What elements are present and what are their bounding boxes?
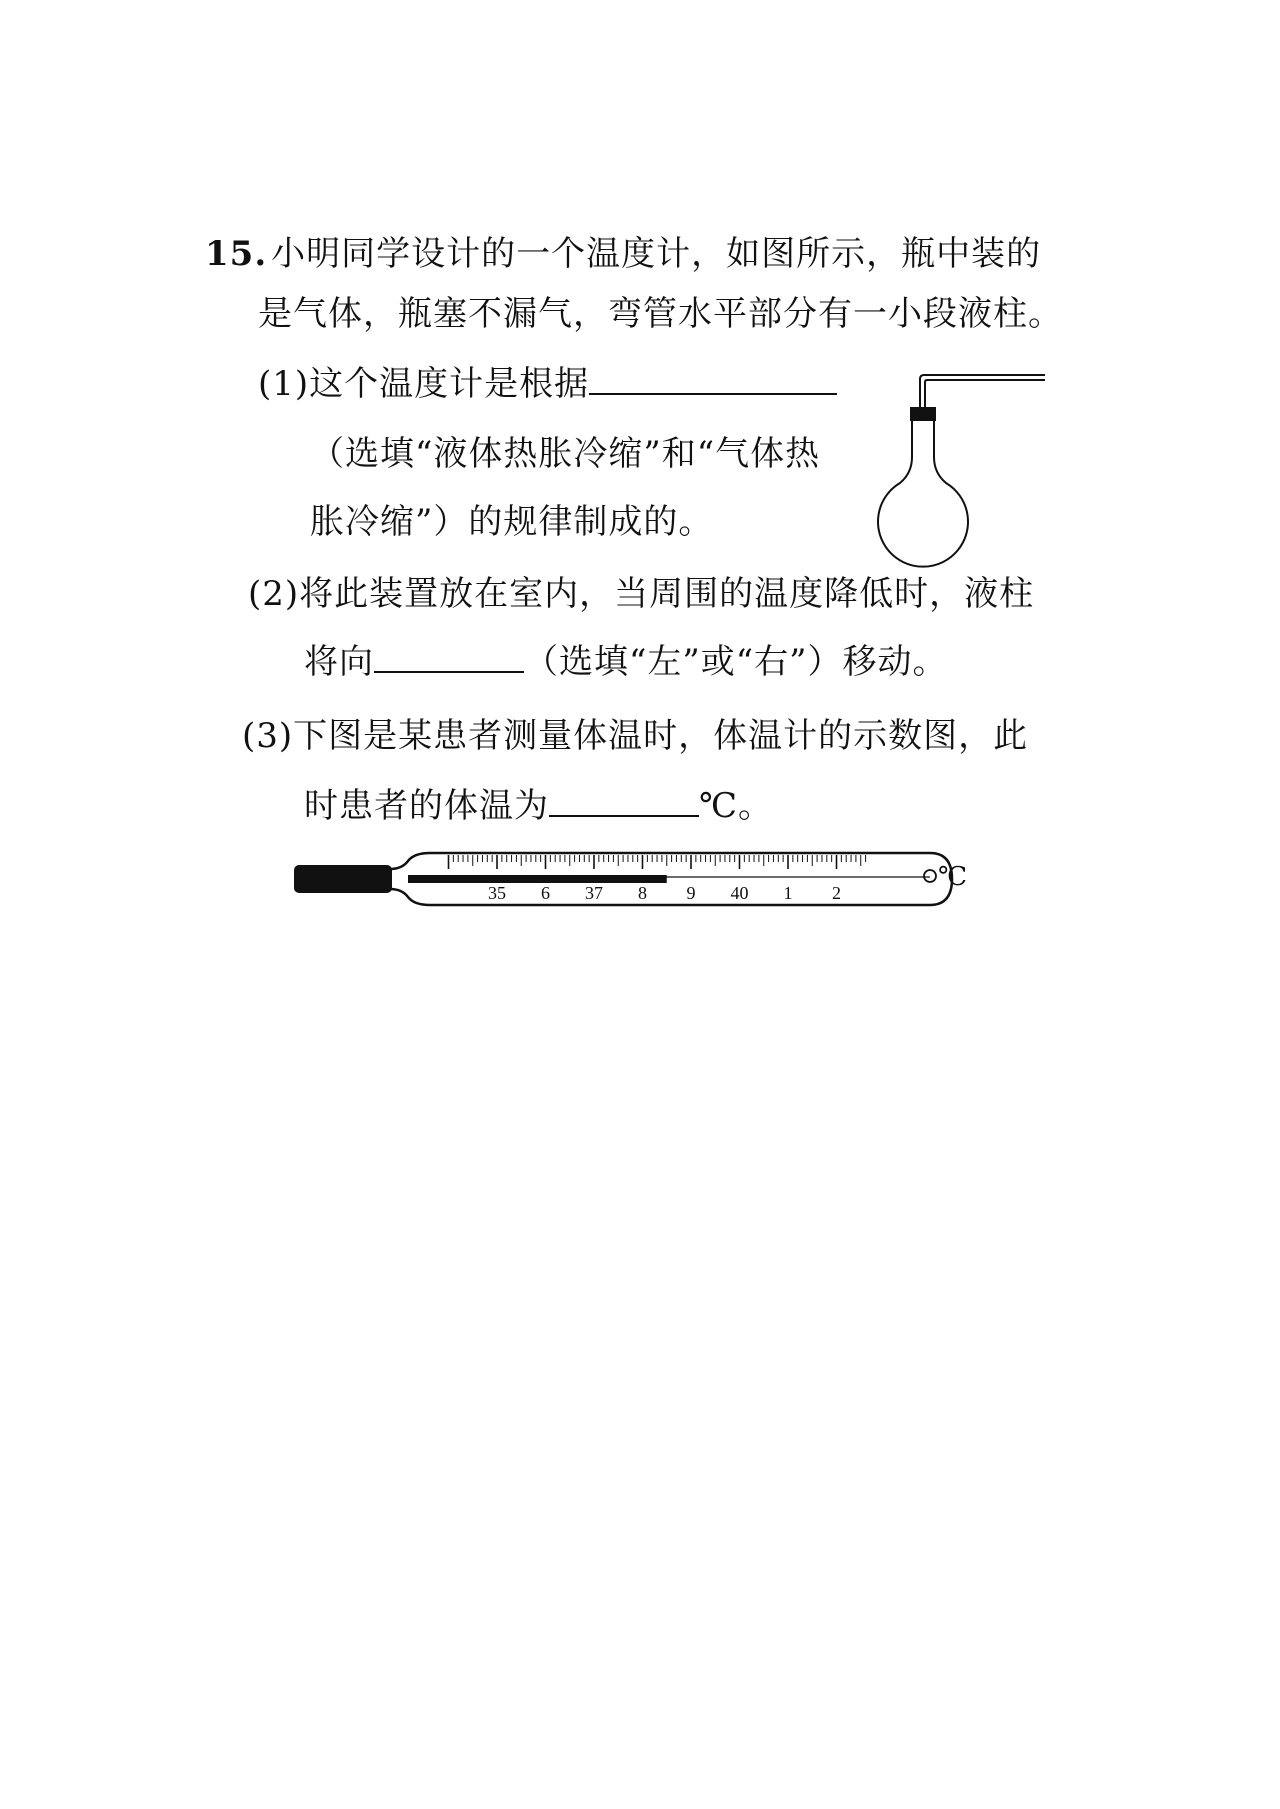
- scale-label: 9: [686, 883, 696, 903]
- part2-prefix: 将向: [304, 642, 374, 682]
- part3-prefix: 时患者的体温为: [304, 786, 549, 826]
- stem-text-2: 是气体，瓶塞不漏气，弯管水平部分有一小段液柱。: [258, 294, 1063, 334]
- scale-labels: [488, 883, 841, 903]
- gas-thermometer-flask-diagram: [880, 365, 1050, 560]
- scale-label: 35: [488, 883, 506, 903]
- part3-line-2: [304, 784, 773, 828]
- thermometer-unit-label: ℃: [938, 862, 968, 891]
- part3-unit: ℃。: [699, 786, 774, 826]
- part1-line-1: [258, 362, 837, 406]
- question-stem-line-2: [258, 292, 1063, 336]
- stopper: [910, 407, 936, 421]
- question-number: 15.: [205, 234, 268, 274]
- stem-text-1: 小明同学设计的一个温度计，如图所示，瓶中装的: [271, 234, 1042, 274]
- part1-line-2: [310, 432, 820, 476]
- scale-label: 1: [783, 883, 793, 903]
- part3-text: (3)下图是某患者测量体温时，体温计的示数图，此: [242, 716, 1029, 756]
- part2-answer-blank[interactable]: [374, 641, 524, 673]
- scale-ticks: [449, 855, 866, 869]
- part2-line-1: [248, 572, 1034, 616]
- scale-label: 2: [832, 883, 841, 903]
- mercury-column: [408, 875, 667, 883]
- part1-options: （选填“液体热胀冷缩”和“气体热: [310, 434, 821, 474]
- part1-ending: 胀冷缩”）的规律制成的。: [310, 502, 714, 542]
- scale-label: 6: [541, 883, 550, 903]
- scale-label: 40: [730, 883, 749, 903]
- scale-label: 37: [585, 883, 603, 903]
- clinical-thermometer-diagram: [290, 845, 968, 915]
- part2-suffix: （选填“左”或“右”）移动。: [524, 642, 948, 682]
- thermometer-cap: [294, 865, 392, 893]
- part3-answer-blank[interactable]: [549, 785, 699, 817]
- part2-text: (2)将此装置放在室内，当周围的温度降低时，液柱: [248, 574, 1035, 614]
- flask-bulb: [878, 457, 968, 567]
- part1-prefix: (1)这个温度计是根据: [258, 364, 590, 404]
- part1-answer-blank[interactable]: [589, 363, 837, 395]
- part3-line-1: [242, 714, 1028, 758]
- part2-line-2: [304, 640, 948, 684]
- question-stem-line-1: [205, 232, 1041, 276]
- scale-label: 8: [638, 883, 647, 903]
- part1-line-3: [310, 500, 713, 544]
